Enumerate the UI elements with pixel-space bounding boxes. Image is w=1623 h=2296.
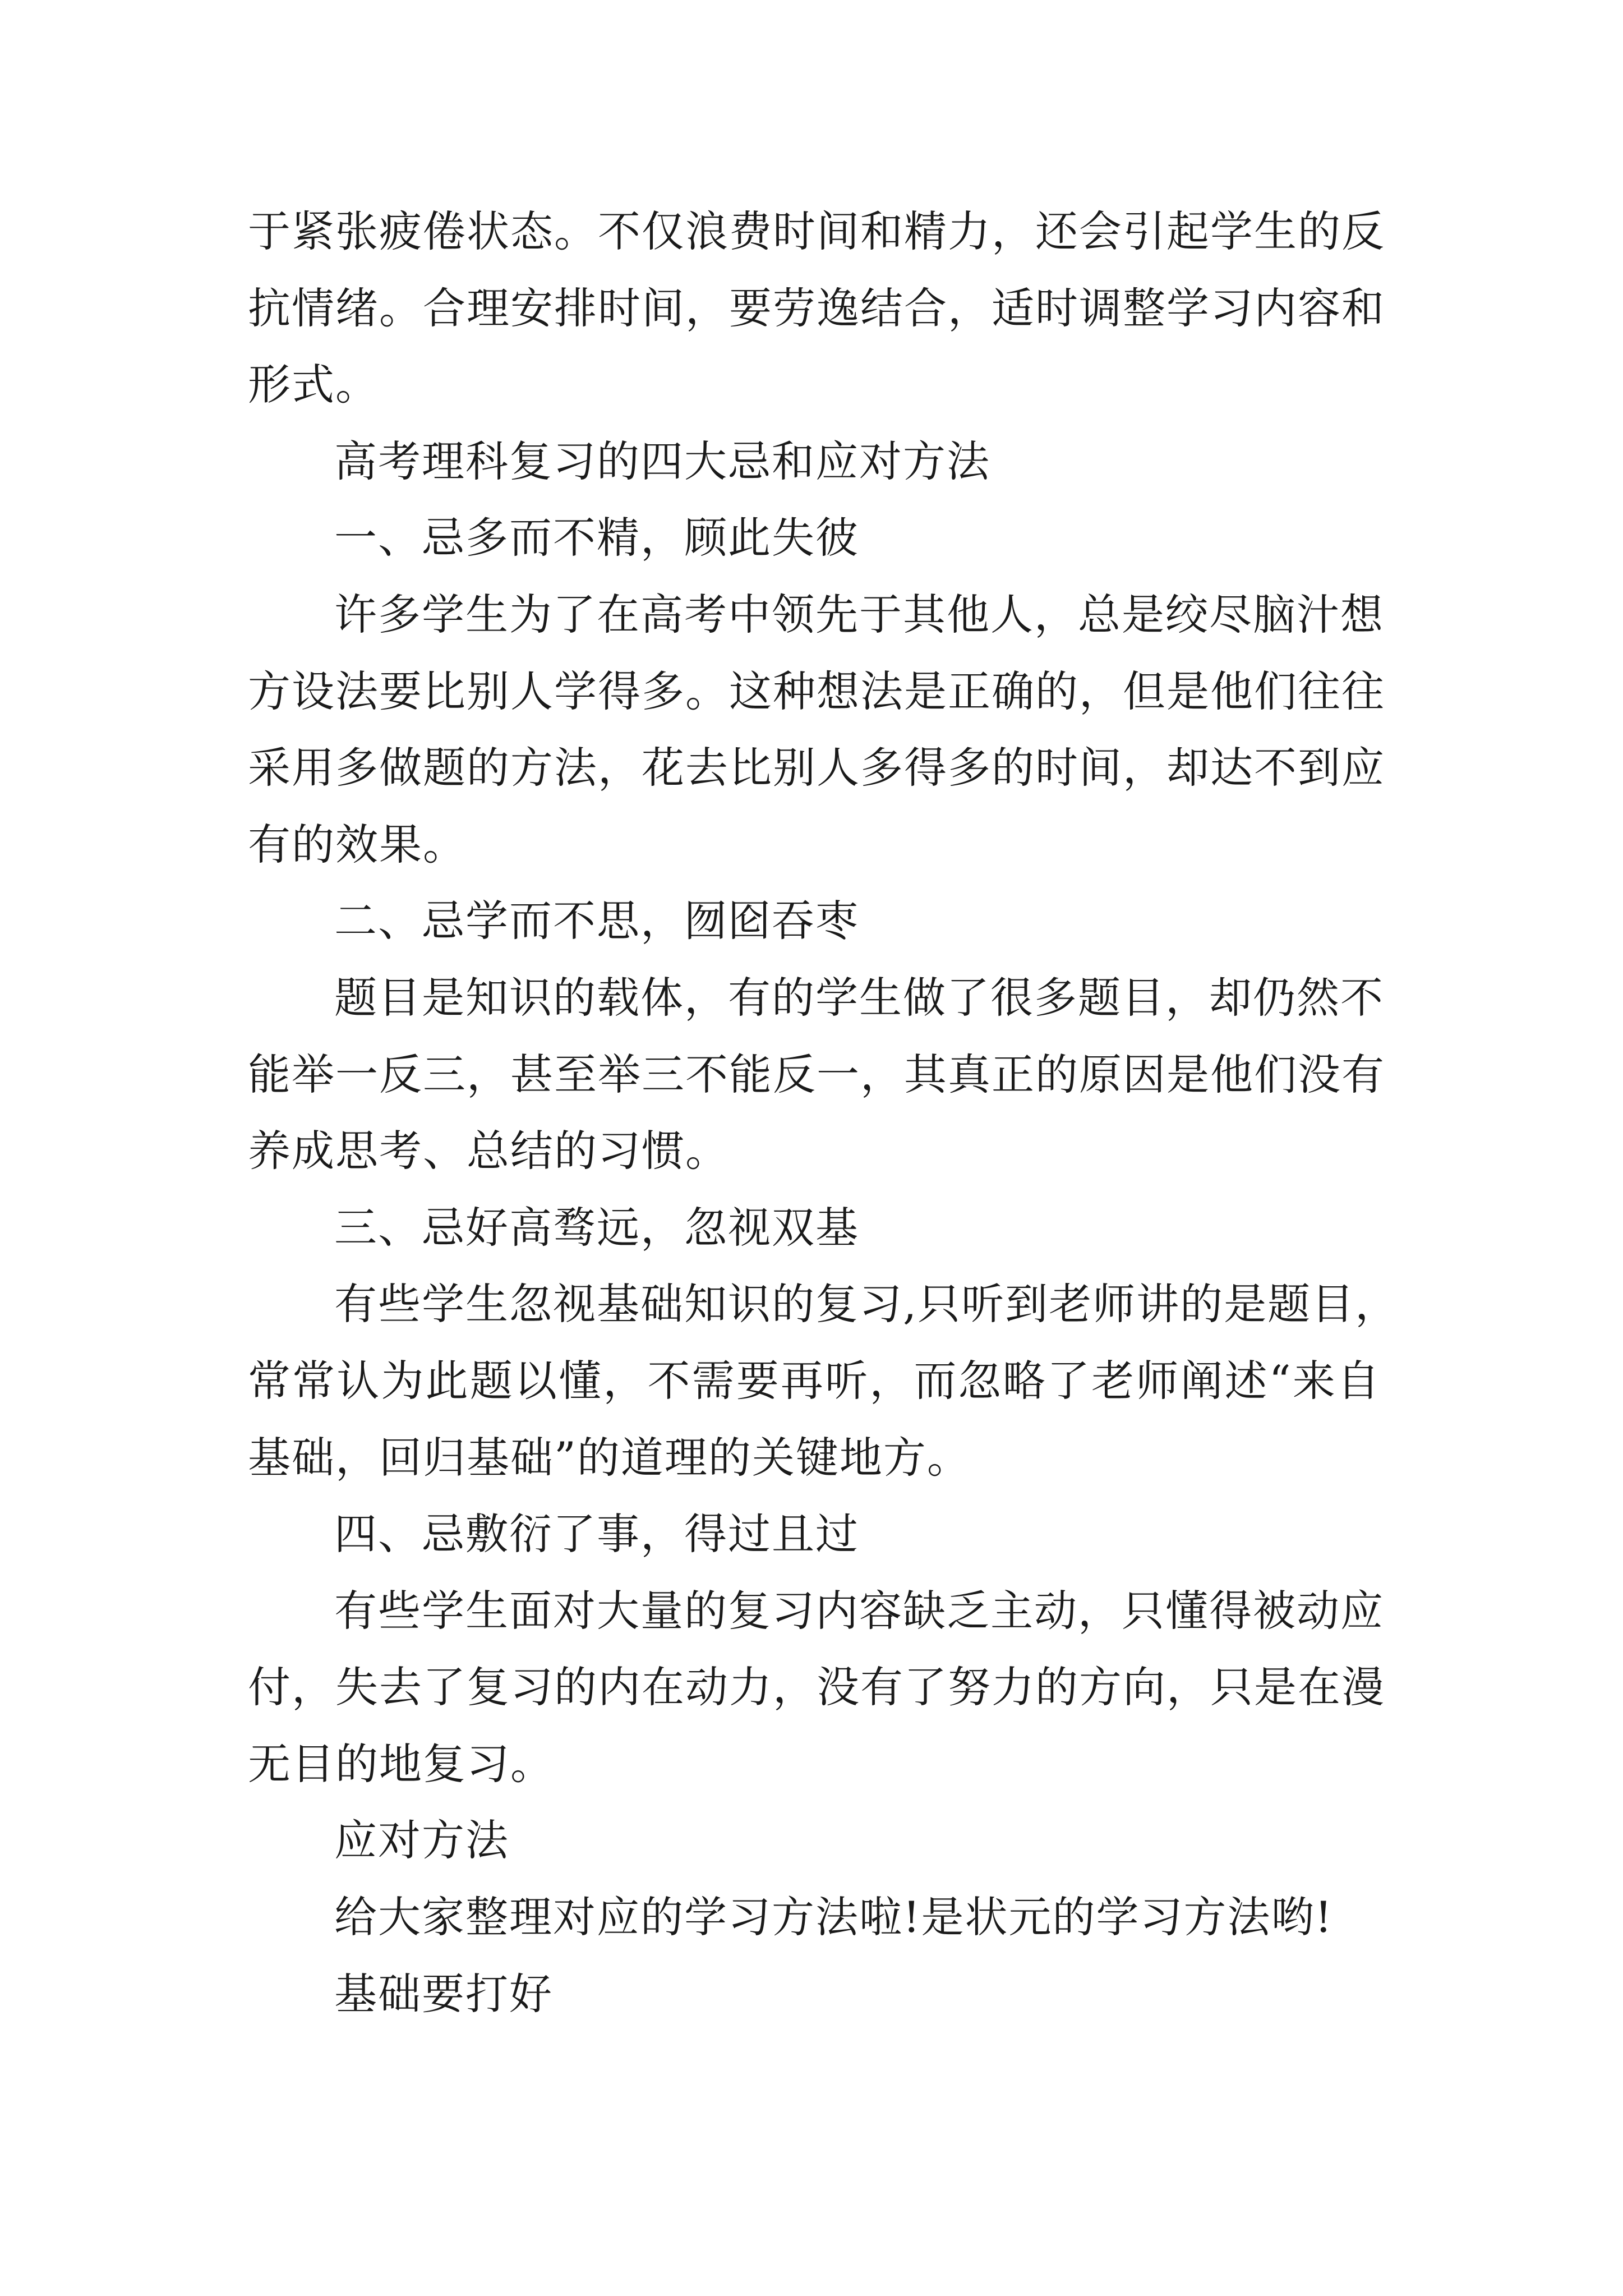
- paragraph-line: 能举一反三，甚至举三不能反一，其真正的原因是他们没有: [248, 1049, 1385, 1099]
- paragraph-line: 有的效果。: [248, 819, 467, 869]
- paragraph-line: 于紧张疲倦状态。不仅浪费时间和精力，还会引起学生的反: [248, 206, 1385, 256]
- paragraph-line: 许多学生为了在高考中领先于其他人，总是绞尽脑汁想: [334, 589, 1384, 639]
- paragraph-line: 有些学生面对大量的复习内容缺乏主动，只懂得被动应: [334, 1585, 1384, 1636]
- paragraph-line: 无目的地复习。: [248, 1738, 554, 1789]
- paragraph-line: 方设法要比别人学得多。这种想法是正确的，但是他们往往: [248, 666, 1385, 716]
- paragraph-line: 有些学生忽视基础知识的复习,只听到老师讲的是题目，: [334, 1279, 1399, 1329]
- section-heading: 一、忌多而不精，顾此失彼: [334, 513, 859, 563]
- paragraph-line: 常常认为此题以懂，不需要再听，而忽略了老师阐述“来自: [248, 1355, 1381, 1406]
- paragraph-line: 形式。: [248, 360, 379, 410]
- paragraph-line: 抗情绪。合理安排时间，要劳逸结合，适时调整学习内容和: [248, 283, 1385, 333]
- document-body: [248, 194, 1399, 2032]
- section-title: 高考理科复习的四大忌和应对方法: [334, 436, 990, 486]
- paragraph-line: 养成思考、总结的习惯。: [248, 1126, 729, 1176]
- paragraph-line: 给大家整理对应的学习方法啦!是状元的学习方法哟!: [334, 1892, 1334, 1943]
- section-heading: 基础要打好: [334, 1968, 553, 2019]
- paragraph-line: 基础，回归基础”的道理的关键地方。: [248, 1432, 971, 1483]
- section-heading: 二、忌学而不思，囫囵吞枣: [334, 896, 859, 946]
- section-heading: 四、忌敷衍了事，得过且过: [334, 1509, 859, 1559]
- paragraph-line: 题目是知识的载体，有的学生做了很多题目，却仍然不: [334, 972, 1384, 1023]
- section-heading: 三、忌好高骛远，忽视双基: [334, 1202, 859, 1253]
- paragraph-line: 付，失去了复习的内在动力，没有了努力的方向，只是在漫: [248, 1662, 1385, 1713]
- paragraph-line: 采用多做题的方法，花去比别人多得多的时间，却达不到应: [248, 743, 1385, 793]
- section-heading: 应对方法: [334, 1815, 509, 1866]
